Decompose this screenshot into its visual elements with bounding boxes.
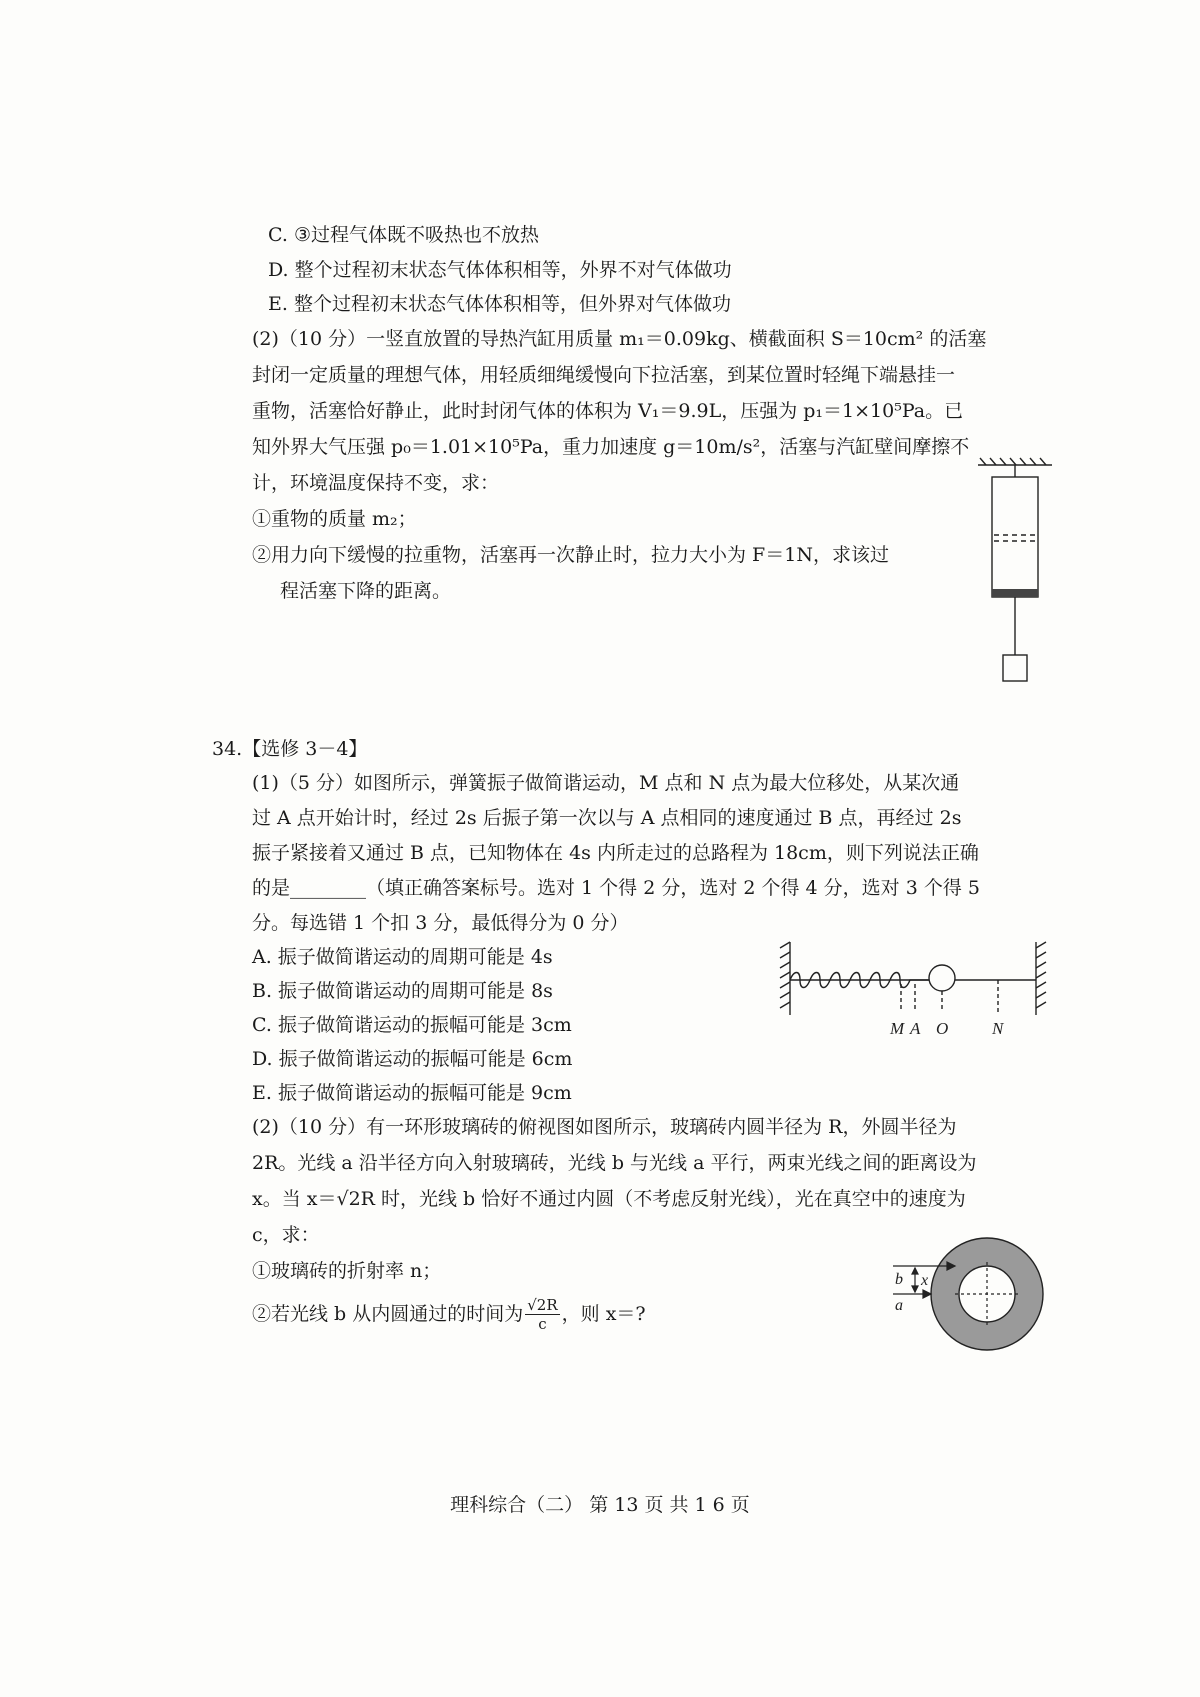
label-a: A [910,1019,921,1038]
ring-glass-figure [885,1236,1045,1356]
option-a: A. 振子做简谐运动的周期可能是 4s [252,946,553,968]
q33-sub2-line: ②用力向下缓慢的拉重物，活塞再一次静止时，拉力大小为 F＝1N，求该过 [252,544,889,566]
q34-part1-line: 过 A 点开始计时，经过 2s 后振子第一次以与 A 点相同的速度通过 B 点，再经过 2s [252,807,962,829]
label-m: M [890,1019,905,1038]
q33-sub2-line: 程活塞下降的距离。 [280,580,452,602]
q33-part2-line: 计，环境温度保持不变，求： [252,472,500,494]
label-o: O [936,1019,949,1038]
q34-part2-line: (2)（10 分）有一环形玻璃砖的俯视图如图所示，玻璃砖内圆半径为 R，外圆半径为 [252,1116,957,1138]
ray-b-label: b [895,1271,903,1288]
q34-part2-line: x。当 x＝√2R 时，光线 b 恰好不通过内圆（不考虑反射光线），光在真空中的速度为 [252,1188,966,1210]
option-e: E. 振子做简谐运动的振幅可能是 9cm [252,1082,572,1104]
option-d: D. 振子做简谐运动的振幅可能是 6cm [252,1048,573,1070]
fraction-denominator: c [538,1315,547,1333]
q33-part2-line: (2)（10 分）一竖直放置的导热汽缸用质量 m₁＝0.09kg、横截面积 S＝10cm² 的活塞 [252,328,987,350]
fraction-numerator: √2R [527,1296,558,1314]
q34-part2-line: c，求： [252,1224,320,1246]
q33-part2-line: 知外界大气压强 p₀＝1.01×10⁵Pa，重力加速度 g＝10m/s²，活塞与汽缸壁间摩擦不 [252,436,970,458]
q34-sub2-prefix: ②若光线 b 从内圆通过的时间为 [252,1303,524,1326]
q34-part1-line: 分。每选错 1 个扣 3 分，最低得分为 0 分） [252,912,629,934]
q34-part1-line: (1)（5 分）如图所示，弹簧振子做简谐运动，M 点和 N 点为最大位移处，从某次通 [252,772,960,794]
option-c: C. 振子做简谐运动的振幅可能是 3cm [252,1014,572,1036]
q34-sub1: ①玻璃砖的折射率 n； [252,1260,442,1282]
option-e: E. 整个过程初末状态气体体积相等，但外界对气体做功 [268,293,731,315]
distance-x-label: x [921,1272,929,1289]
q34-header: 34.【选修 3－4】 [212,738,368,760]
q34-part1-line: 的是________（填正确答案标号。选对 1 个得 2 分，选对 2 个得 4 分，选对 3 个得 5 [252,877,980,899]
q34-part2-line: 2R。光线 a 沿半径方向入射玻璃砖，光线 b 与光线 a 平行，两束光线之间的距离设为 [252,1152,977,1174]
ray-a-label: a [895,1297,903,1314]
q34-sub2-suffix: ，则 x＝? [561,1303,646,1326]
q33-part2-line: 重物，活塞恰好静止，此时封闭气体的体积为 V₁＝9.9L，压强为 p₁＝1×10⁵Pa。已 [252,400,964,422]
option-b: B. 振子做简谐运动的周期可能是 8s [252,980,553,1002]
cylinder-figure [970,455,1060,690]
q34-part1-line: 振子紧接着又通过 B 点，已知物体在 4s 内所走过的总路程为 18cm，则下列说法正确 [252,842,979,864]
time-fraction [525,1296,559,1333]
spring-oscillator-figure [778,940,1050,1040]
q33-sub1: ①重物的质量 m₂； [252,508,417,530]
page-footer: 理科综合（二） 第 13 页 共 1 6 页 [450,1494,750,1516]
q33-part2-line: 封闭一定质量的理想气体，用轻质细绳缓慢向下拉活塞，到某位置时轻绳下端悬挂一 [252,364,956,386]
label-n: N [992,1019,1004,1038]
option-d: D. 整个过程初末状态气体体积相等，外界不对气体做功 [268,259,732,281]
option-c: C. ③过程气体既不吸热也不放热 [268,224,539,246]
q34-sub2 [252,1296,646,1333]
